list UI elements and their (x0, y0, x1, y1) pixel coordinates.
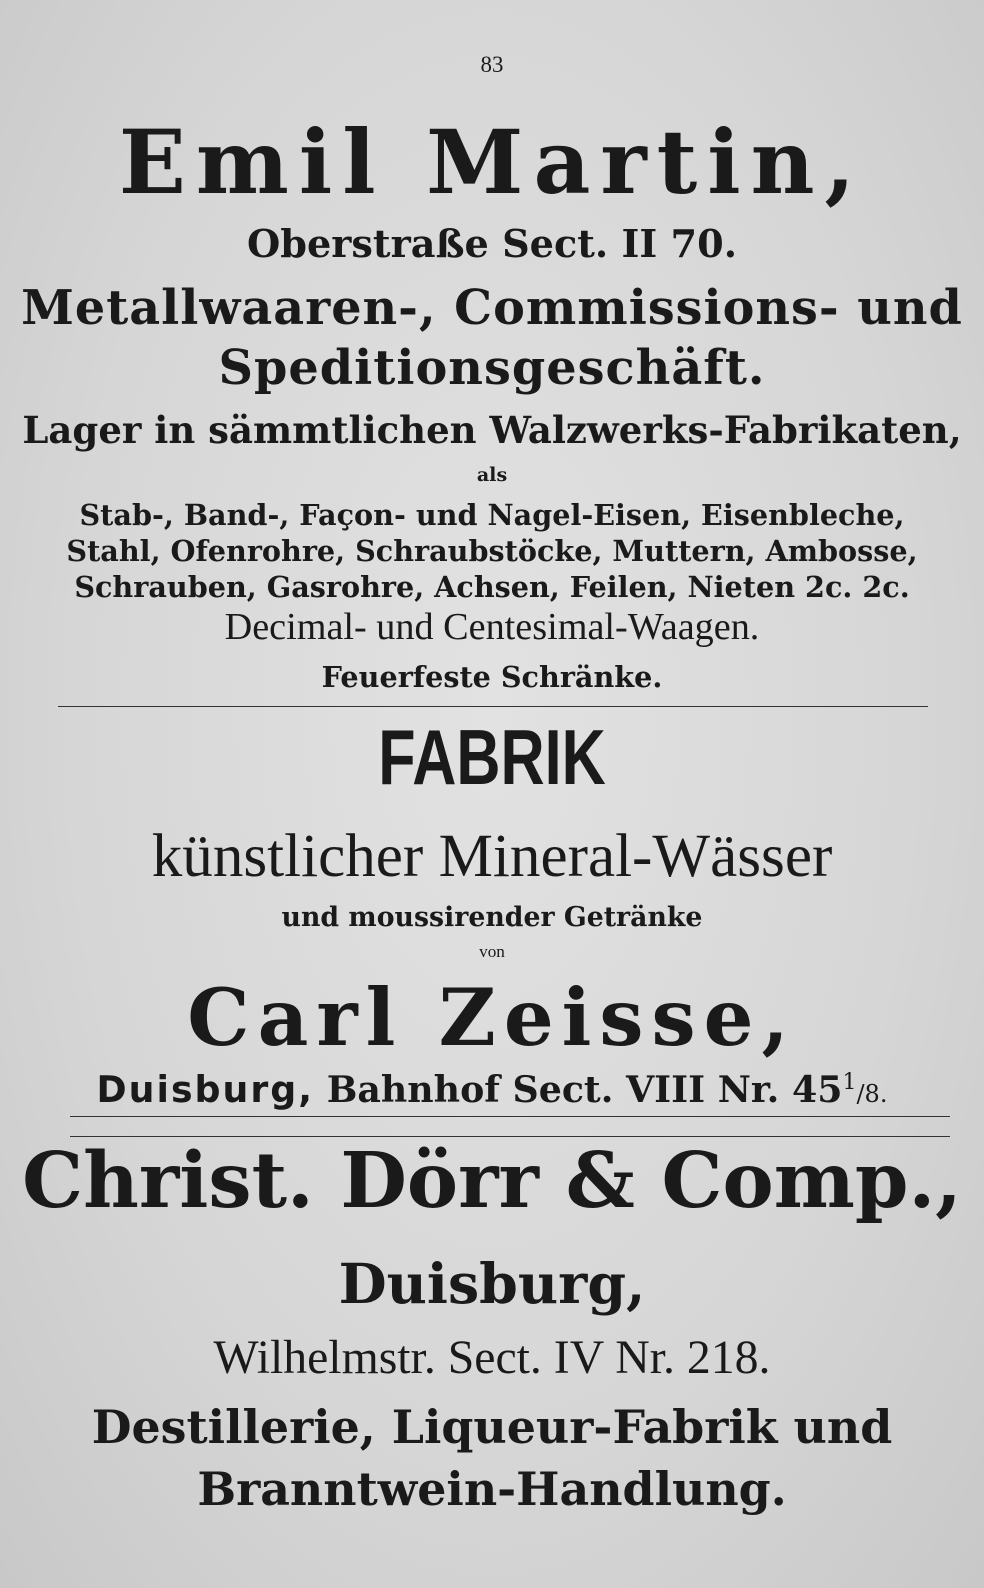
fabrik-title: FABRIK (378, 713, 606, 801)
carl-zeisse-name: Carl Zeisse, (187, 972, 797, 1064)
doerr-company-name: Christ. Dörr & Comp., (22, 1136, 962, 1226)
emil-martin-address: Oberstraße Sect. II 70. (247, 222, 737, 267)
emil-martin-business-line2: Speditionsgeschäft. (218, 340, 766, 396)
doerr-business-line1: Destillerie, Liqueur-Fabrik und (91, 1400, 893, 1454)
page-number: 83 (480, 52, 504, 77)
fabrik-von: von (479, 942, 505, 961)
doerr-business-line2: Branntwein-Handlung. (197, 1462, 787, 1516)
carl-zeisse-address (0, 1068, 984, 1111)
fabrik-subtitle: künstlicher Mineral-Wässer (151, 823, 833, 890)
emil-martin-items-line2: Stahl, Ofenrohre, Schraubstöcke, Muttern, Ambosse, (66, 534, 918, 568)
emil-martin-schraenke: Feuerfeste Schränke. (321, 660, 663, 694)
emil-martin-lager: Lager in sämmtlichen Walzwerks-Fabrikaten, (22, 408, 962, 452)
doerr-address: Wilhelmstr. Sect. IV Nr. 218. (213, 1331, 771, 1384)
carl-zeisse-city: Duisburg, (96, 1068, 315, 1111)
fabrik-getraenke: und moussirender Getränke (281, 902, 703, 933)
carl-zeisse-fraction-numerator: 1 (842, 1069, 857, 1095)
carl-zeisse-street: Bahnhof Sect. VIII Nr. 45 (314, 1068, 843, 1111)
emil-martin-waagen: Decimal- und Centesimal-Waagen. (224, 606, 760, 648)
emil-martin-name: Emil Martin, (118, 110, 866, 214)
emil-martin-als: als (476, 463, 508, 486)
doerr-city: Duisburg, (338, 1252, 646, 1317)
divider-rule (70, 1116, 950, 1117)
emil-martin-items-line3: Schrauben, Gasrohre, Achsen, Feilen, Nieten 2c. 2c. (74, 570, 910, 604)
emil-martin-business-line1: Metallwaaren-, Commissions- und (21, 280, 963, 336)
emil-martin-items-line1: Stab-, Band-, Façon- und Nagel-Eisen, Eisenbleche, (79, 498, 905, 532)
carl-zeisse-fraction-denominator: /8. (856, 1080, 888, 1108)
divider-rule (58, 706, 928, 707)
